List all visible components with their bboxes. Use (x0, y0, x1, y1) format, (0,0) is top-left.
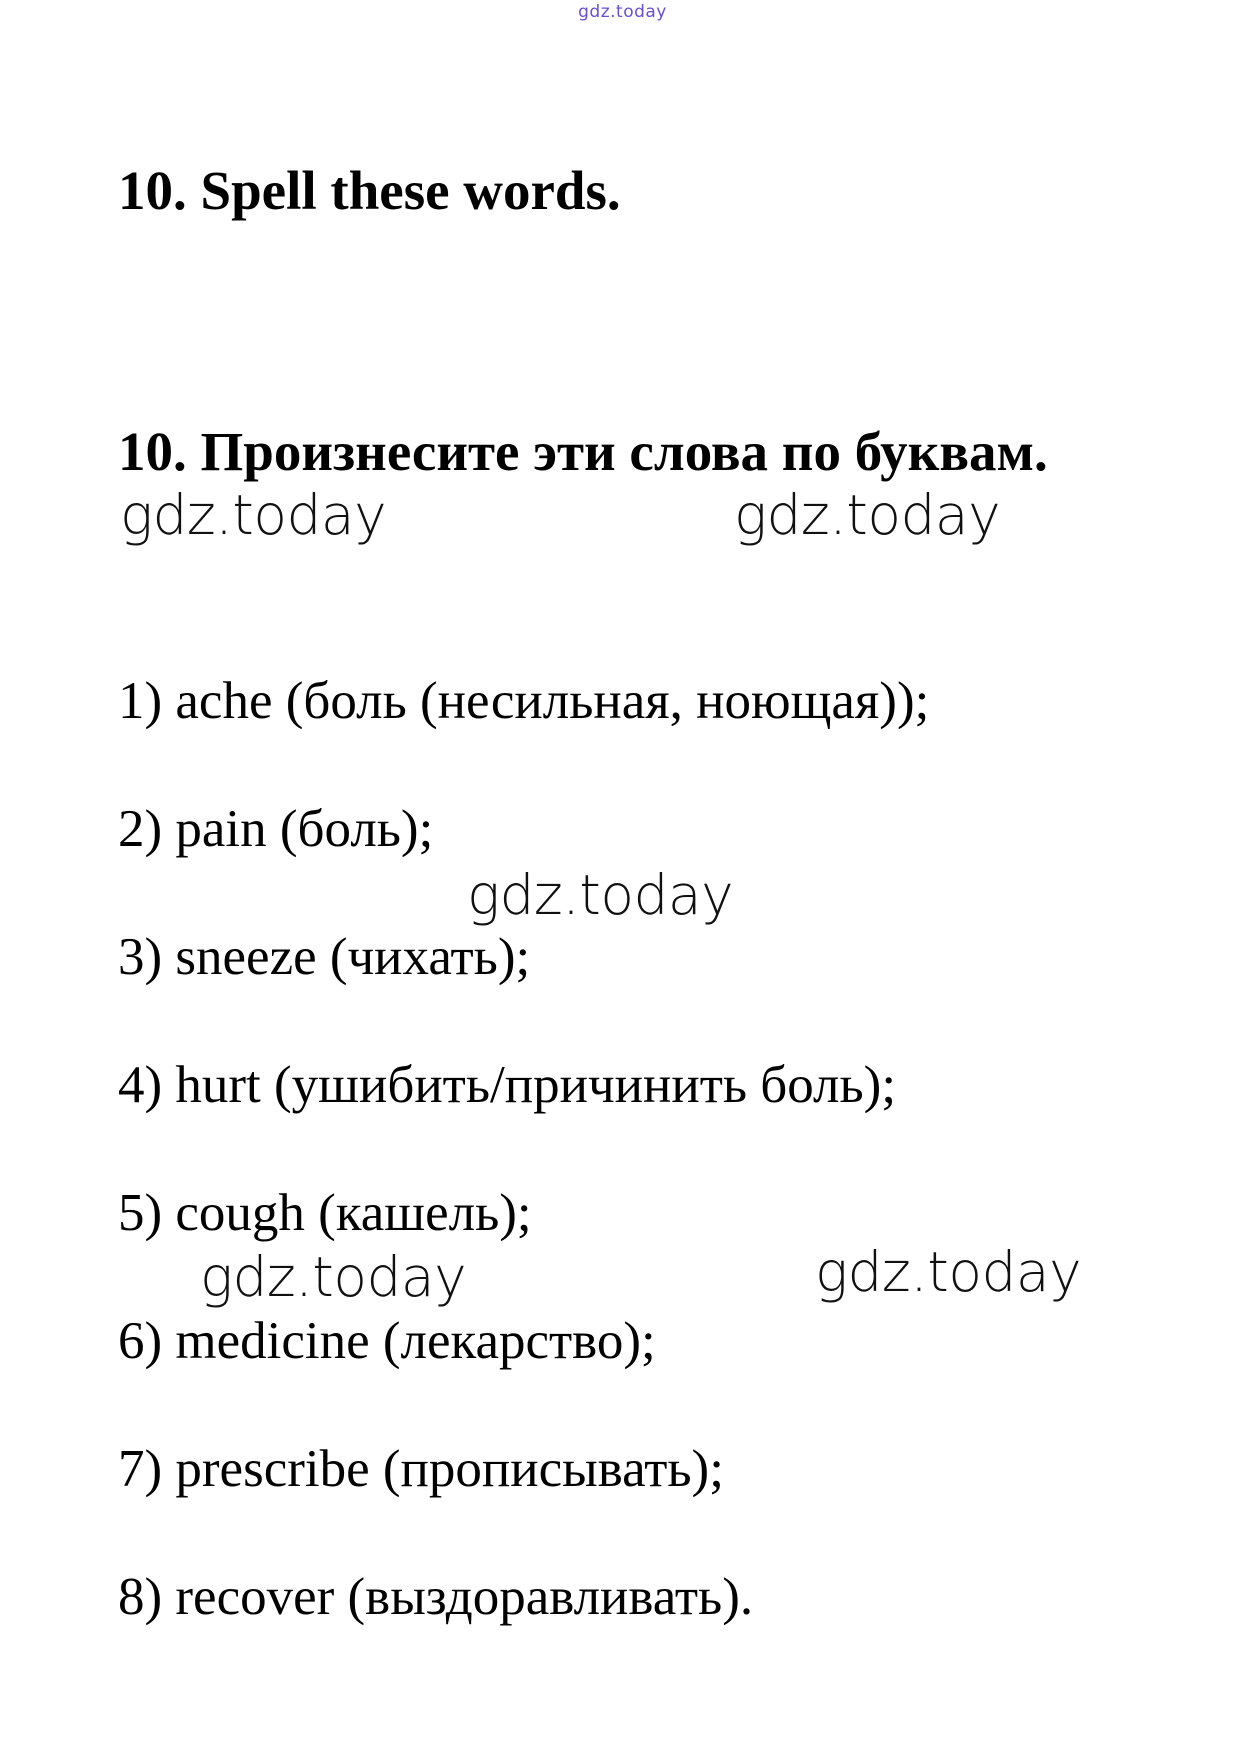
watermark: gdz.today (120, 483, 387, 547)
watermark: gdz.today (200, 1245, 467, 1309)
exercise-heading-english: 10. Spell these words. (118, 160, 621, 221)
watermark: gdz.today (467, 863, 734, 927)
word-list-item: 2) pain (боль); (118, 800, 434, 858)
word-list-item: 4) hurt (ушибить/причинить боль); (118, 1056, 897, 1114)
word-list-item: 1) ache (боль (несильная, ноющая)); (118, 672, 930, 730)
word-list-item: 5) cough (кашель); (118, 1184, 532, 1242)
word-list-item: 3) sneeze (чихать); (118, 928, 531, 986)
word-list-item: 8) recover (выздоравливать). (118, 1568, 754, 1626)
watermark: gdz.today (734, 483, 1001, 547)
exercise-heading-russian: 10. Произнесите эти слова по буквам. (118, 421, 1048, 482)
watermark: gdz.today (815, 1240, 1082, 1304)
word-list-item: 6) medicine (лекарство); (118, 1312, 656, 1370)
word-list (118, 672, 930, 1699)
top-watermark: gdz.today (578, 2, 667, 22)
word-list-item: 7) prescribe (прописывать); (118, 1440, 724, 1498)
